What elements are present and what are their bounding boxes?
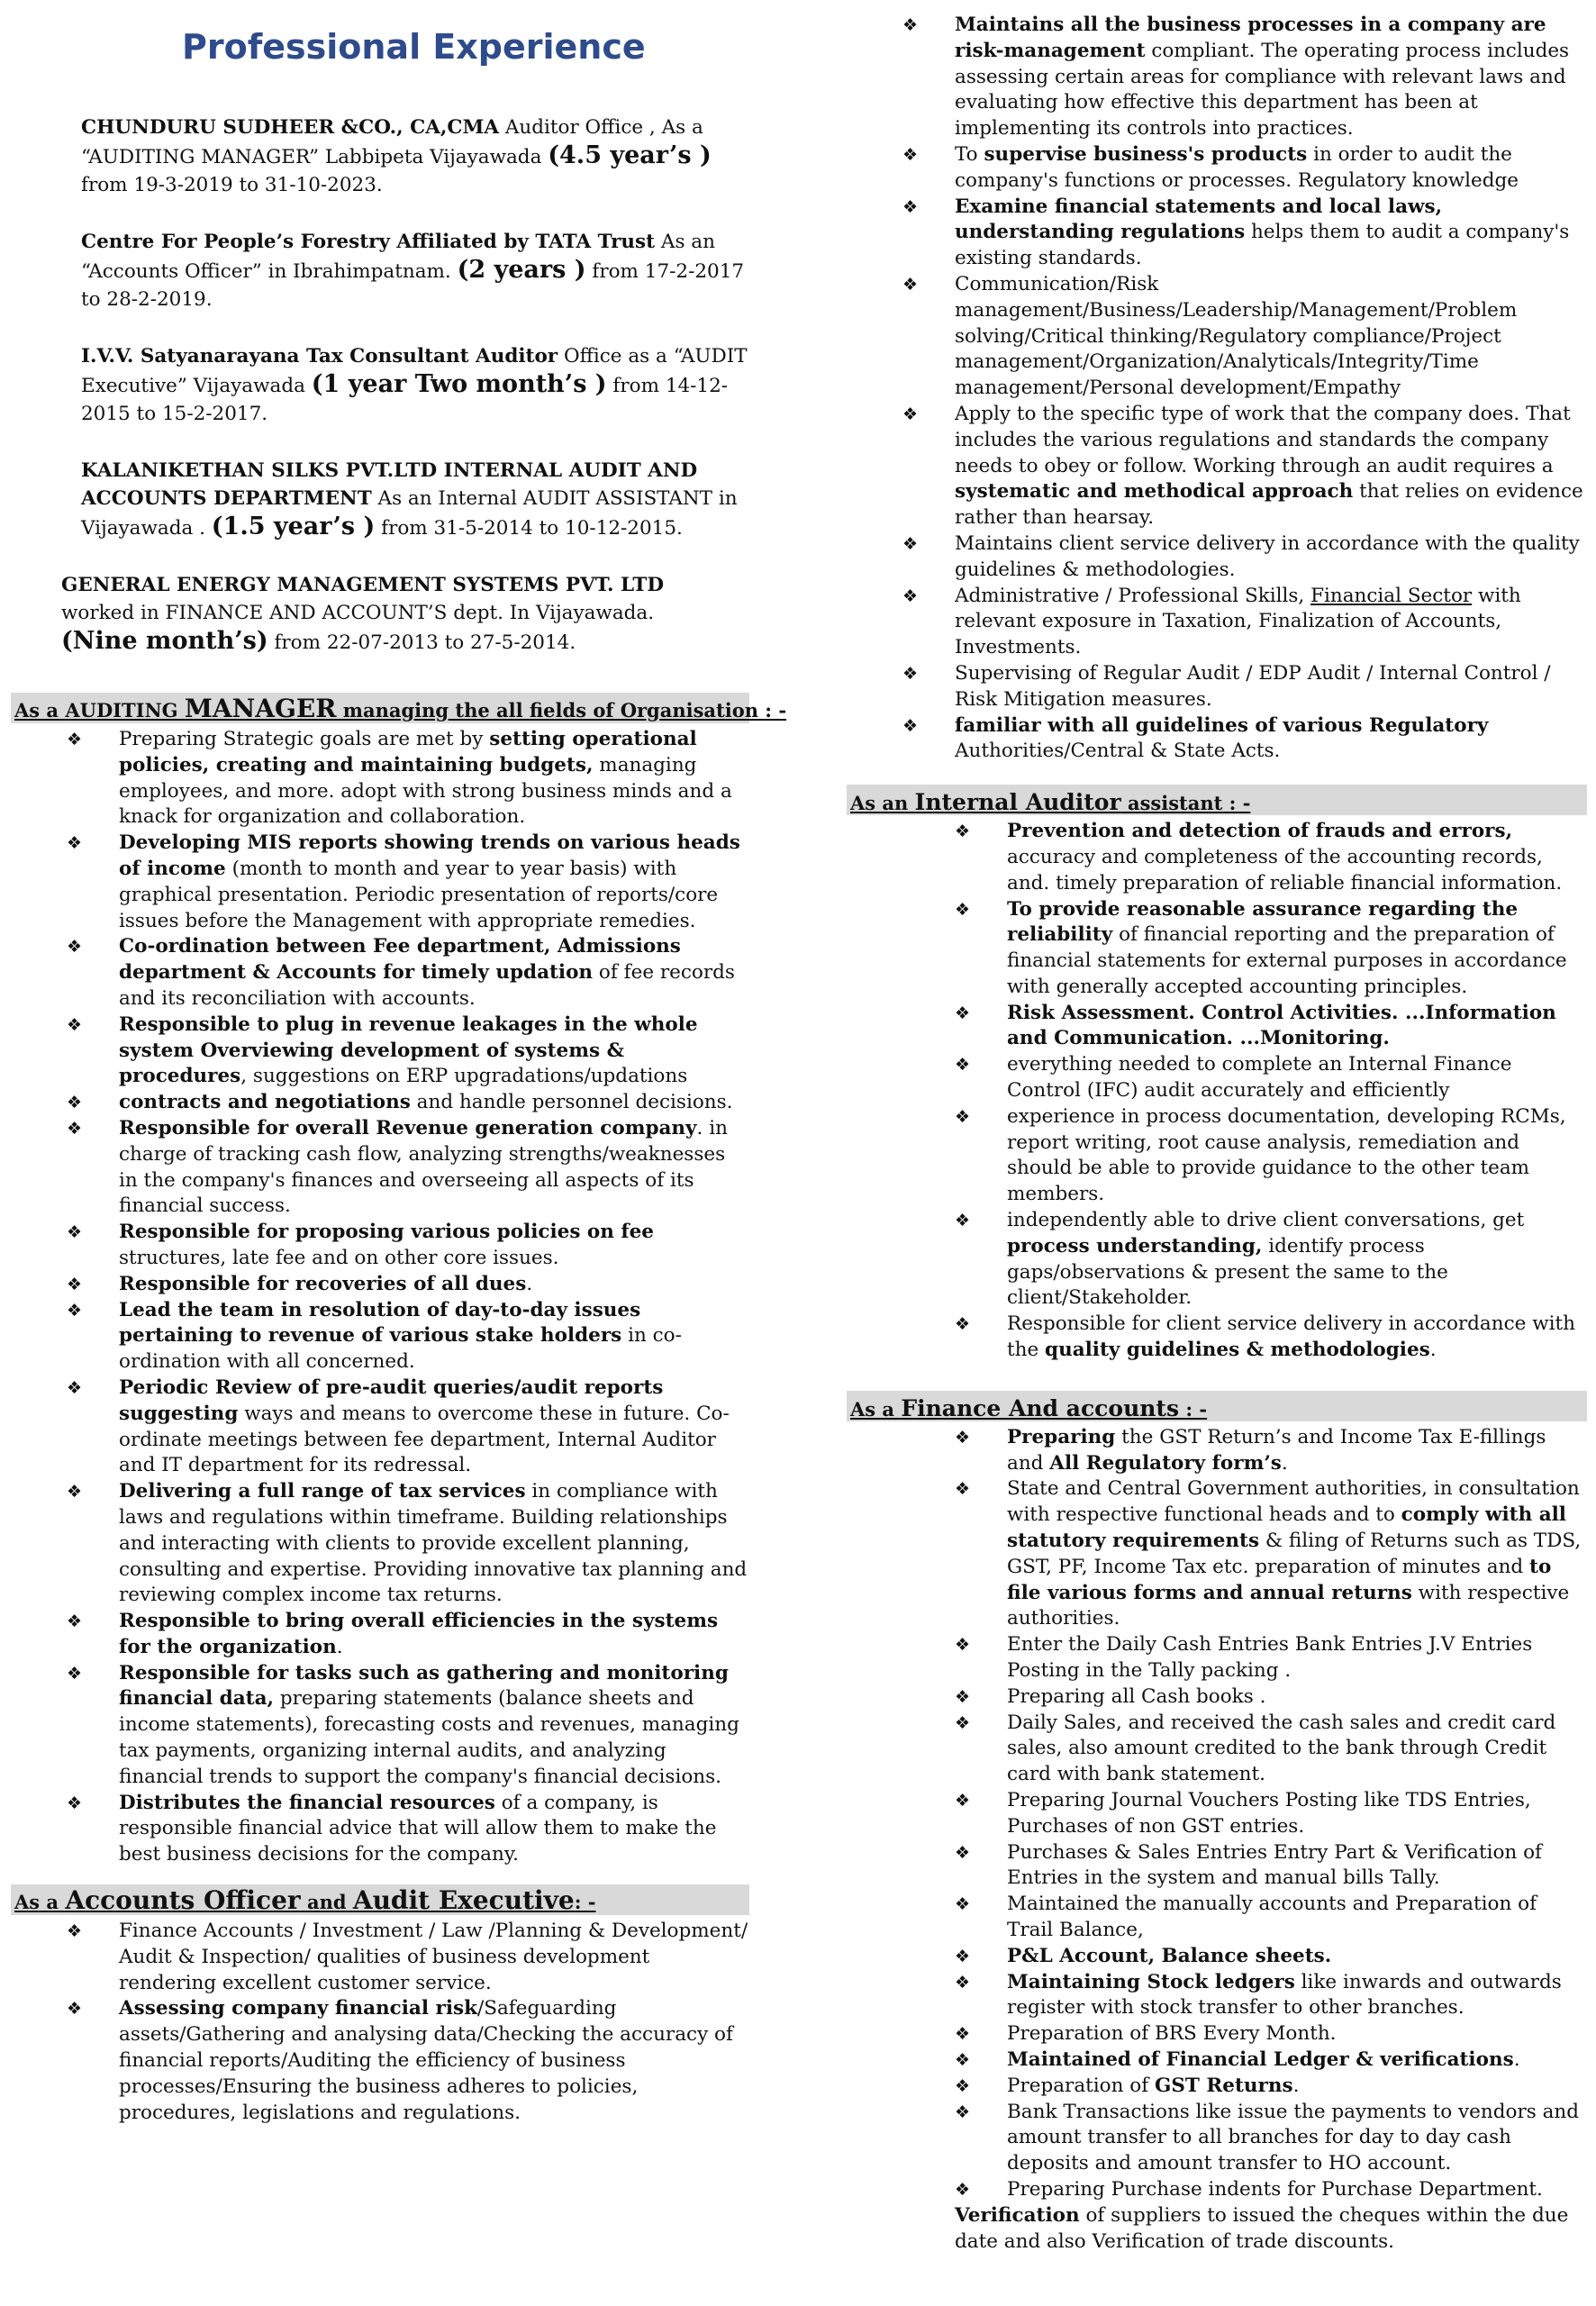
text-segment: everything needed to complete an Internal Finance Control (IFC) audit accurately and efficiently: [1007, 1053, 1512, 1103]
text-segment: comply with all statutory requirements: [1007, 1503, 1566, 1553]
diamond-bullet-icon: ❖: [955, 1314, 971, 1335]
job-dates: from 31-5-2014 to 10-12-2015.: [375, 517, 683, 540]
text-segment: in order to audit the company's functions or processes. Regulatory knowledge: [955, 142, 1519, 192]
diamond-bullet-icon: ❖: [902, 15, 919, 35]
job-duration: (4.5 year’s ): [548, 141, 712, 169]
finance-tail: [955, 2203, 1585, 2256]
diamond-bullet-icon: ❖: [902, 533, 919, 554]
text-segment: of suppliers to issued the cheques within the due date and also Verification of trade discounts.: [955, 2203, 1569, 2253]
text-segment: and handle personnel decisions.: [410, 1091, 733, 1114]
bullet-item: [902, 713, 1585, 766]
diamond-bullet-icon: ❖: [955, 1791, 971, 1811]
bullet-item: [67, 1919, 749, 1996]
job-dates: from 17-2-2017 to 28-2-2019.: [81, 260, 745, 311]
text-segment: Maintained of Financial Ledger & verifications: [1007, 2047, 1514, 2071]
diamond-bullet-icon: ❖: [955, 1972, 971, 1993]
bullet-item: [902, 584, 1585, 661]
text-segment: Administrative / Professional Skills,: [955, 584, 1311, 607]
text-segment: Co-ordination between Fee department, Admissions department & Accounts for timely updation: [119, 935, 681, 985]
diamond-bullet-icon: ❖: [67, 730, 83, 749]
diamond-bullet-icon: ❖: [67, 1093, 83, 1113]
diamond-bullet-icon: ❖: [955, 1842, 971, 1863]
diamond-bullet-icon: ❖: [67, 1999, 83, 2020]
text-segment: To: [955, 142, 984, 166]
bullet-item: [902, 661, 1585, 713]
text-segment: Developing MIS reports showing trends on various heads of income: [119, 831, 740, 880]
job-desc: As an “Accounts Officer” in Ibrahimpatnam.: [81, 231, 715, 283]
diamond-bullet-icon: ❖: [955, 2049, 971, 2070]
diamond-bullet-icon: ❖: [67, 1377, 83, 1398]
job-dates: from 19-3-2019 to 31-10-2023.: [81, 174, 383, 196]
diamond-bullet-icon: ❖: [955, 1635, 971, 1656]
bullet-item: [67, 934, 749, 1012]
text-segment: like inwards and outwards register with stock transfer to other branches.: [1007, 1970, 1562, 2020]
bullet-item: [902, 531, 1585, 584]
bullet-item: [902, 272, 1585, 402]
text-segment: Preparing all Cash books .: [1007, 1684, 1266, 1708]
text-segment: Bank Transactions like issue the payments to vendors and amount transfer to all branches for day to day cash deposits and amount transfer to HO account.: [1007, 2100, 1580, 2175]
diamond-bullet-icon: ❖: [955, 1479, 971, 1500]
text-segment: that relies on evidence rather than hearsay.: [955, 480, 1583, 530]
text-segment: .: [1292, 2074, 1300, 2097]
diamond-bullet-icon: ❖: [902, 715, 919, 736]
text-segment: All Regulatory form’s: [1049, 1451, 1282, 1475]
text-segment: .: [336, 1635, 343, 1658]
text-segment: setting operational policies, creating and maintaining budgets,: [119, 728, 697, 776]
text-segment: in co-ordination with all concerned.: [119, 1324, 682, 1374]
diamond-bullet-icon: ❖: [955, 2075, 971, 2096]
right-column: [847, 13, 1587, 2255]
diamond-bullet-icon: ❖: [67, 833, 83, 854]
job-org: CHUNDURU SUDHEER &CO., CA,CMA: [81, 116, 500, 139]
job-org: I.V.V. Satyanarayana Tax Consultant Auditor: [81, 345, 558, 368]
diamond-bullet-icon: ❖: [955, 1055, 971, 1076]
bullet-item: [955, 1476, 1583, 1632]
text-segment: Risk Assessment. Control Activities. ...Information and Communication. ...Monitoring.: [1007, 1001, 1556, 1050]
diamond-bullet-icon: ❖: [955, 2024, 971, 2045]
text-segment: Responsible for recoveries of all dues: [119, 1272, 527, 1295]
bullet-item: [955, 1312, 1583, 1364]
bullet-item: [955, 2177, 1583, 2203]
text-segment: Maintains client service delivery in accordance with the quality guidelines & methodologies.: [955, 531, 1580, 581]
diamond-bullet-icon: ❖: [955, 1211, 971, 1231]
text-segment: .: [526, 1272, 533, 1295]
diamond-bullet-icon: ❖: [902, 144, 919, 165]
diamond-bullet-icon: ❖: [67, 1921, 83, 1942]
text-segment: of a company, is responsible financial advice that will allow them to make the best business decisions for the company.: [119, 1791, 717, 1866]
job-desc: As an Internal AUDIT ASSISTANT in Vijayawada .: [81, 487, 738, 540]
job-entry: [81, 228, 748, 313]
responsibilities-list: [902, 13, 1585, 765]
text-segment: .: [1281, 1451, 1288, 1475]
bullet-item: [955, 897, 1583, 1001]
text-segment: State and Central Government authorities, in consultation with respective functional heads and to: [1007, 1477, 1580, 1527]
text-segment: in compliance with laws and regulations within timeframe. Building relationships and interacting with clients to provide excellent planning, consulting and expertise. Providing innovative tax planning and reviewing complex income tax returns.: [119, 1480, 748, 1607]
diamond-bullet-icon: ❖: [955, 1712, 971, 1733]
text-segment: Maintained the manually accounts and Preparation of Trail Balance,: [1007, 1893, 1537, 1941]
text-segment: helps them to audit a company's existing standards.: [955, 221, 1570, 270]
diamond-bullet-icon: ❖: [955, 1106, 971, 1127]
text-segment: Finance Accounts / Investment / Law /Planning & Development/ Audit & Inspection/ qualities of business development rendering excellent customer service.: [119, 1920, 748, 1994]
bullet-item: [955, 2021, 1583, 2047]
bullet-item: [67, 727, 749, 831]
text-segment: Lead the team in resolution of day-to-day issues pertaining to revenue of various stake holders: [119, 1298, 641, 1348]
text-segment: Enter the Daily Cash Entries Bank Entries J.V Entries Posting in the Tally packing .: [1007, 1633, 1533, 1683]
text-segment: managing employees, and more. adopt with strong business minds and a knack for organization and collaboration.: [119, 753, 732, 829]
bullet-item: [955, 1001, 1583, 1053]
job-desc: Auditor Office , As a “AUDITING MANAGER” Labbipeta Vijayawada: [81, 116, 703, 168]
text-segment: to file various forms and annual returns: [1007, 1555, 1552, 1604]
text-segment: Authorities/Central & State Acts.: [955, 740, 1281, 763]
job-entry: [61, 571, 728, 657]
text-segment: .: [1429, 1339, 1437, 1362]
text-segment: Apply to the specific type of work that the company does. That includes the various regulations and standards the company needs to obey or follow. Working through an audit requires a: [955, 402, 1571, 477]
bullet-item: [955, 1970, 1583, 2022]
finance-list: [955, 1425, 1583, 2203]
text-segment: with respective authorities.: [1007, 1581, 1570, 1630]
text-segment: systematic and methodical approach: [955, 480, 1354, 504]
bullet-item: [67, 1116, 749, 1220]
text-segment: Periodic Review of pre-audit queries/audit reports suggesting: [119, 1375, 664, 1425]
text-segment: Preparation of: [1007, 2074, 1156, 2097]
diamond-bullet-icon: ❖: [902, 404, 919, 424]
job-dates: from 14-12-2015 to 15-2-2017.: [81, 375, 729, 425]
left-column: [11, 27, 787, 2126]
diamond-bullet-icon: ❖: [955, 1686, 971, 1707]
text-segment: Supervising of Regular Audit / EDP Audit / Internal Control / Risk Mitigation measures.: [955, 661, 1551, 711]
diamond-bullet-icon: ❖: [67, 1118, 83, 1139]
text-segment: compliant. The operating process includes assessing certain areas for compliance with relevant laws and evaluating how effective this department has been at implementing its controls into practices.: [955, 39, 1570, 141]
bullet-item: [67, 1375, 749, 1479]
diamond-bullet-icon: ❖: [955, 1003, 971, 1023]
job-entry: [81, 342, 748, 428]
text-segment: Preparing Journal Vouchers Posting like TDS Entries, Purchases of non GST entries.: [1007, 1789, 1531, 1838]
text-segment: & filing of Returns such as TDS, GST, PF, Income Tax etc. preparation of minutes and: [1007, 1530, 1582, 1578]
bullet-item: [67, 1090, 749, 1116]
job-desc: Office as a “AUDIT Executive” Vijayawada: [81, 345, 748, 397]
bullet-item: [67, 1272, 749, 1298]
diamond-bullet-icon: ❖: [67, 1274, 83, 1294]
bullet-item: [955, 2100, 1583, 2177]
diamond-bullet-icon: ❖: [955, 899, 971, 920]
bullet-item: [955, 1632, 1583, 1684]
diamond-bullet-icon: ❖: [955, 2102, 971, 2122]
text-segment: Preparing: [1007, 1425, 1116, 1448]
text-segment: identify process gaps/observations & present the same to the client/Stakeholder.: [1007, 1234, 1448, 1310]
job-duration: (1.5 year’s ): [211, 513, 376, 540]
diamond-bullet-icon: ❖: [67, 1611, 83, 1632]
auditing-manager-list: [67, 727, 749, 1868]
diamond-bullet-icon: ❖: [955, 1946, 971, 1966]
diamond-bullet-icon: ❖: [955, 1427, 971, 1448]
bullet-item: [67, 1479, 749, 1609]
bullet-item: [902, 142, 1585, 195]
text-segment: /Safeguarding assets/Gathering and analysing data/Checking the accuracy of financial reports/Auditing the efficiency of business processes/Ensuring the business adheres to policies, procedures, legislations and regulations.: [119, 1997, 733, 2124]
text-segment: Distributes the financial resources: [119, 1791, 495, 1814]
text-segment: contracts and negotiations: [119, 1091, 411, 1114]
bullet-item: [902, 13, 1585, 142]
diamond-bullet-icon: ❖: [955, 822, 971, 842]
diamond-bullet-icon: ❖: [67, 1014, 83, 1035]
text-segment: , suggestions on ERP upgradations/updations: [240, 1065, 688, 1088]
job-history: [11, 113, 749, 657]
bullet-item: [955, 1208, 1583, 1312]
text-segment: the GST Return’s and Income Tax E-fillings and: [1007, 1425, 1546, 1475]
accounts-officer-list: [67, 1919, 749, 2126]
text-segment: accuracy and completeness of the accounting records, and. timely preparation of reliable financial information.: [1007, 845, 1563, 894]
page-title: Professional Experience: [182, 27, 646, 67]
text-segment: independently able to drive client conversations, get: [1007, 1209, 1525, 1232]
text-segment: P&L Account, Balance sheets.: [1007, 1944, 1332, 1967]
text-segment: Assessing company financial risk: [119, 1997, 478, 2020]
text-segment: of fee records and its reconciliation with accounts.: [119, 961, 735, 1010]
text-segment: experience in process documentation, developing RCMs, report writing, root cause analysis, remediation and should be able to provide guidance to the other team members.: [1007, 1104, 1566, 1206]
text-segment: . in charge of tracking cash flow, analyzing strengths/weaknesses in the company's finances and overseeing all aspects of its financial success.: [119, 1116, 728, 1218]
auditing-manager-heading: As a AUDITING MANAGER managing the all fields of Organisation : -: [11, 693, 749, 723]
text-segment: Preparing Strategic goals are met by: [119, 728, 490, 750]
job-entry: [81, 457, 748, 542]
text-segment: Maintaining Stock ledgers: [1007, 1970, 1295, 1993]
accounts-officer-heading: As a Accounts Officer and Audit Executive: -: [11, 1884, 749, 1915]
bullet-item: [955, 1711, 1583, 1788]
bullet-item: [67, 831, 749, 934]
text-segment: structures, late fee and on other core issues.: [119, 1246, 559, 1269]
text-segment: Financial Sector: [1310, 584, 1473, 607]
bullet-item: [67, 1012, 749, 1090]
bullet-item: [902, 402, 1585, 531]
text-segment: Responsible to bring overall efficiencies in the systems for the organization: [119, 1610, 719, 1658]
bullet-item: [955, 819, 1583, 896]
diamond-bullet-icon: ❖: [955, 2179, 971, 2200]
bullet-item: [955, 1788, 1583, 1840]
diamond-bullet-icon: ❖: [955, 1894, 971, 1915]
text-segment: Examine financial statements and local laws, understanding regulations: [955, 195, 1443, 244]
text-segment: Maintains all the business processes in a company are risk-management: [955, 14, 1546, 62]
text-segment: .: [1513, 2047, 1520, 2071]
diamond-bullet-icon: ❖: [902, 586, 919, 606]
text-segment: Preparing Purchase indents for Purchase Department.: [1007, 2177, 1543, 2201]
bullet-item: [955, 1892, 1583, 1944]
text-segment: Preparation of BRS Every Month.: [1007, 2022, 1337, 2046]
bullet-item: [955, 1425, 1583, 1477]
text-segment: of financial reporting and the preparation of financial statements for external purposes in accordance with generally accepted accounting principles.: [1007, 923, 1567, 998]
text-segment: Daily Sales, and received the cash sales and credit card sales, also amount credited to the bank through Credit card with bank statement.: [1007, 1711, 1556, 1786]
bullet-item: [67, 1661, 749, 1791]
diamond-bullet-icon: ❖: [67, 1482, 83, 1503]
diamond-bullet-icon: ❖: [67, 1793, 83, 1813]
job-desc: worked in FINANCE AND ACCOUNT’S dept. In Vijayawada.: [61, 602, 655, 624]
job-dates: from 22-07-2013 to 27-5-2014.: [268, 631, 576, 654]
job-org: GENERAL ENERGY MANAGEMENT SYSTEMS PVT. LTD: [61, 574, 664, 596]
text-segment: Verification: [955, 2203, 1080, 2227]
text-segment: (month to month and year to year basis) with graphical presentation. Periodic presentation of reports/core issues before the Management with appropriate remedies.: [119, 857, 719, 932]
text-segment: process understanding,: [1007, 1234, 1263, 1257]
text-segment: Responsible to plug in revenue leakages in the whole system Overviewing development of systems & procedures: [119, 1012, 698, 1088]
job-org: Centre For People’s Forestry Affiliated by TATA Trust: [81, 231, 656, 253]
text-segment: Responsible for client service delivery in accordance with the: [1007, 1312, 1575, 1362]
text-segment: Responsible for overall Revenue generation company: [119, 1116, 697, 1139]
job-duration: (Nine month’s): [61, 627, 268, 655]
bullet-item: [67, 1791, 749, 1868]
bullet-item: [67, 1996, 749, 2126]
diamond-bullet-icon: ❖: [67, 1222, 83, 1243]
text-segment: quality guidelines & methodologies: [1045, 1339, 1430, 1362]
bullet-item: [902, 195, 1585, 272]
text-segment: supervise business's products: [984, 142, 1308, 166]
text-segment: Responsible for proposing various policies on fee: [119, 1221, 654, 1244]
text-segment: Prevention and detection of frauds and errors,: [1007, 820, 1513, 843]
bullet-item: [955, 2047, 1583, 2074]
bullet-item: [955, 1052, 1583, 1104]
bullet-item: [67, 1298, 749, 1375]
text-segment: Delivering a full range of tax services: [119, 1480, 526, 1503]
job-entry: [81, 113, 748, 199]
finance-heading: As a Finance And accounts : -: [847, 1391, 1587, 1421]
bullet-item: [67, 1220, 749, 1272]
bullet-item: [955, 1840, 1583, 1893]
text-segment: familiar with all guidelines of various Regulatory: [955, 713, 1489, 737]
text-segment: Communication/Risk management/Business/Leadership/Management/Problem solving/Critical thinking/Regulatory compliance/Project management/Organization/Analyticals/Integrity/Time management/Personal development/Empathy: [955, 272, 1518, 400]
internal-auditor-heading: As an Internal Auditor assistant : -: [847, 785, 1587, 815]
bullet-item: [67, 1609, 749, 1661]
text-segment: Responsible for tasks such as gathering and monitoring financial data,: [119, 1661, 729, 1711]
text-segment: preparing statements (balance sheets and income statements), forecasting costs and revenues, managing tax payments, organizing internal audits, and analyzing financial trends to support the company's financial decisions.: [119, 1687, 739, 1788]
text-segment: with relevant exposure in Taxation, Finalization of Accounts, Investments.: [955, 584, 1521, 659]
job-org: KALANIKETHAN SILKS PVT.LTD INTERNAL AUDIT AND ACCOUNTS DEPARTMENT: [81, 459, 698, 510]
diamond-bullet-icon: ❖: [902, 274, 919, 295]
diamond-bullet-icon: ❖: [902, 196, 919, 217]
text-segment: Purchases & Sales Entries Entry Part & Verification of Entries in the system and manual bills Tally.: [1007, 1840, 1542, 1890]
internal-auditor-list: [955, 819, 1583, 1364]
job-duration: (1 year Two month’s ): [311, 370, 607, 398]
diamond-bullet-icon: ❖: [67, 1300, 83, 1321]
text-segment: GST Returns: [1155, 2074, 1293, 2097]
bullet-item: [955, 2074, 1583, 2100]
diamond-bullet-icon: ❖: [67, 1663, 83, 1684]
diamond-bullet-icon: ❖: [902, 663, 919, 684]
bullet-item: [955, 1684, 1583, 1711]
job-duration: (2 years ): [457, 256, 586, 284]
text-segment: To provide reasonable assurance regarding the reliability: [1007, 897, 1519, 947]
text-segment: ways and means to overcome these in future. Co-ordinate meetings between fee department, Internal Auditor and IT department for its redressal.: [119, 1402, 730, 1477]
bullet-item: [955, 1944, 1583, 1970]
bullet-item: [955, 1104, 1583, 1208]
diamond-bullet-icon: ❖: [67, 937, 83, 958]
